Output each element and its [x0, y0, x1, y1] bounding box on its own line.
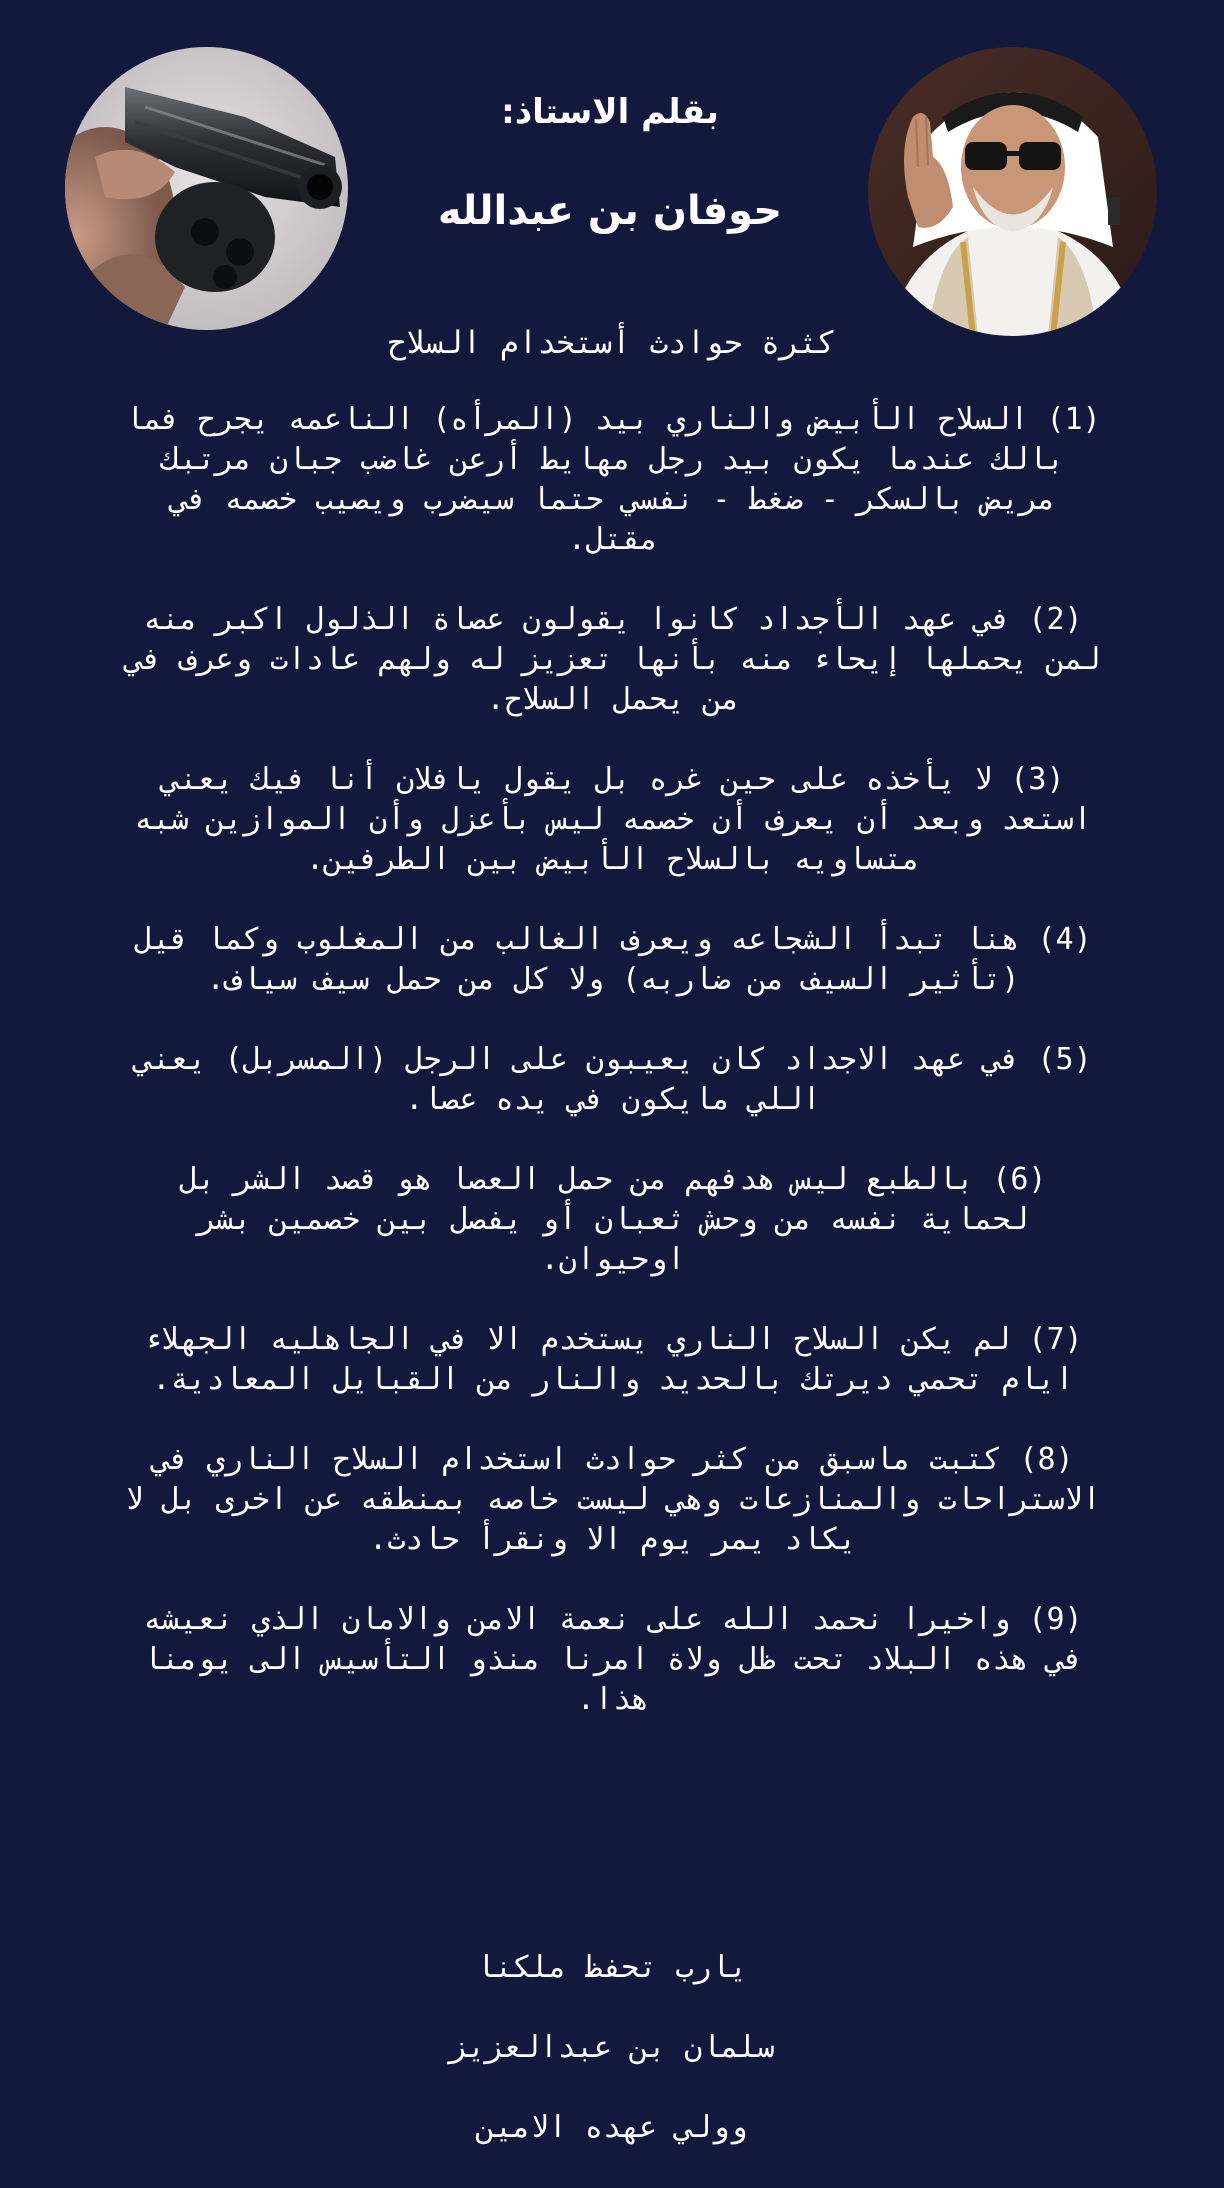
author-portrait [868, 47, 1157, 336]
revolver-photo [65, 47, 348, 330]
paragraph-9: (9) واخيرا نحمد الله على نعمة الامن والامان الذي نعيشه في هذه البلاد تحت ظل ولاة امرنا منذو التأسيس الى يومنا هذا. [143, 1602, 1083, 1717]
signoff-line-3: وولي عهده الامين [476, 2110, 748, 2145]
author-name: حوفان بن عبدالله [437, 188, 783, 234]
paragraph-3: (3) لا يأخذه على حين غره بل يقول يافلان أنا فيك يعني استعد وبعد أن يعرف أن خصمه ليس بأعزل وأن الموازين شبه متساويه بالسلاح الأبيض بين الطرفين. [134, 762, 1092, 877]
article-body [118, 400, 1108, 1720]
paragraph-6: (6) بالطبع ليس هدفهم من حمل العصا هو قصد الشر بل لحماية نفسه من وحش ثعبان أو يفصل بين خصمين بشر اوحيوان. [179, 1162, 1047, 1277]
article-subject: كثرة حوادث أستخدام السلاح [388, 325, 836, 361]
paragraph-2: (2) في عهد الأجداد كانوا يقولون عصاة الذلول اكبر منه لمن يحملها إيحاء منه بأنها تعزيز له ولهم عادات وعرف في من يحمل السلاح. [125, 602, 1101, 717]
signoff-line-2: سلمان بن عبدالعزيز [449, 2030, 775, 2065]
paragraph-4: (4) هنا تبدأ الشجاعه ويعرف الغالب من المغلوب وكما قيل (تأثير السيف من ضاربه) ولا كل من حمل سيف سياف. [134, 922, 1092, 997]
paragraph-1: (1) السلاح الأبيض والناري بيد (المرأه) الناعمه يجرح فما بالك عندما يكون بيد رجل مهايط أرعن غاضب جبان مرتبك مريض بالسكر - ضغط - نفسي حتما سيضرب ويصيب خصمه في مقتل. [125, 402, 1101, 557]
paragraph-7: (7) لم يكن السلاح الناري يستخدم الا في الجاهليه الجهلاء ايام تحمي ديرتك بالحديد والنار من القبايل المعادية. [143, 1322, 1083, 1397]
paragraph-8: (8) كتبت ماسبق من كثر حوادث استخدام السلاح الناري في الاستراحات والمنازعات وهي ليست خاصه بمنطقه عن اخرى بل لا يكاد يمر يوم الا ونقرأ حادث. [125, 1442, 1101, 1557]
byline: بقلم الاستاذ: [501, 92, 719, 132]
signoff [0, 1908, 1224, 2188]
signoff-line-1: يارب تحفظ ملكنا [476, 1950, 748, 1985]
paragraph-5: (5) في عهد الاجداد كان يعيبون على الرجل (المسربل) يعني اللي مايكون في يده عصا. [134, 1042, 1092, 1117]
